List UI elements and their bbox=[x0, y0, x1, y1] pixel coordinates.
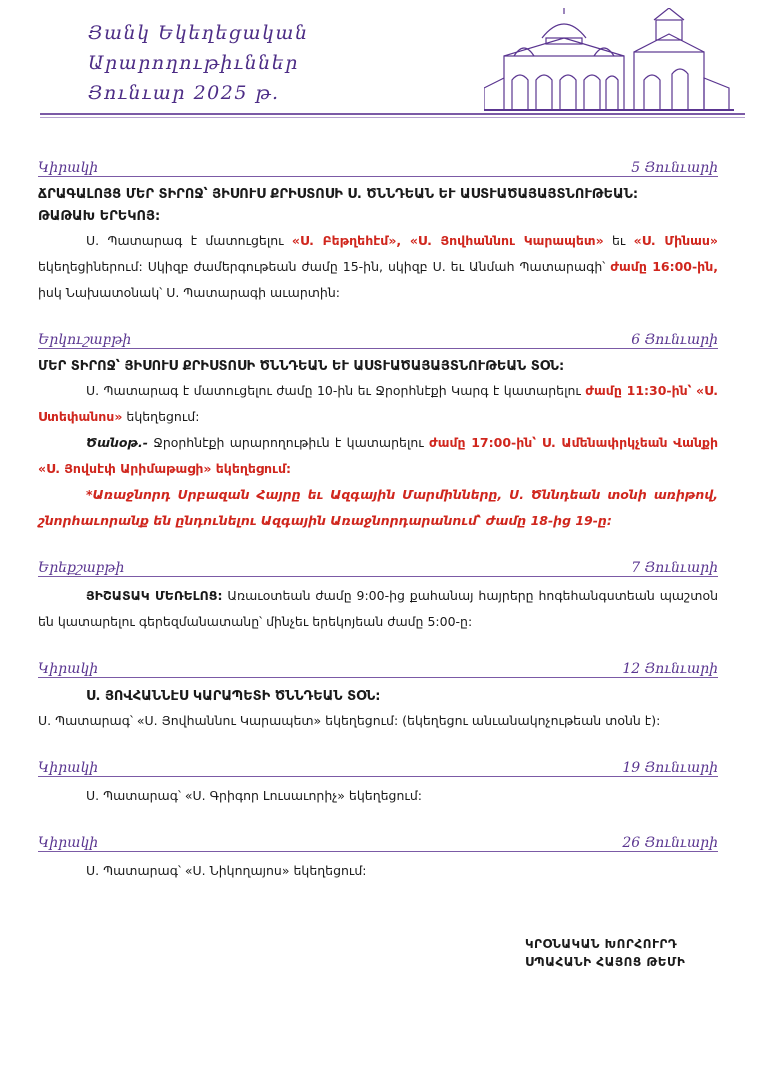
day-label: Կիրակի bbox=[38, 760, 99, 776]
date-label: 12 Յունւարի bbox=[622, 661, 718, 677]
event-description bbox=[38, 228, 718, 306]
header-divider-thin bbox=[40, 117, 745, 118]
text-run: Առաւօտեան ժամը 9:00-ից քահանայ հայրերը հոգեհանգստեան պաշտօն են կատարելու գերեզմանատանը՝ մինչեւ երեկոյեան ժամը 5:00-ը: bbox=[38, 588, 718, 629]
event-time: ժամը 11:30-ին՝ bbox=[585, 383, 692, 398]
event-subheading: ԹԱԹԱԽ ԵՐԵԿՈՅ: bbox=[38, 209, 161, 224]
event-description: Ս. Պատարագ՝ «Ս. Յովհաննու Կարապետ» եկեղեցում: (եկեղեցու անւանակոչութեան տօնն է): bbox=[38, 713, 661, 728]
signature bbox=[525, 935, 685, 971]
day-label: Երկուշաբթի bbox=[38, 332, 132, 348]
church-name: «Ս. Ստեփանոս» bbox=[38, 383, 718, 424]
event-heading: Ս. ՅՈՎՀԱՆՆԷՍ ԿԱՐԱՊԵՏԻ ԾՆՆԴԵԱՆ ՏՕՆ: bbox=[86, 689, 381, 704]
text-run: իսկ Նախատօնակ՝ Ս. Պատարագի աւարտին: bbox=[38, 285, 340, 300]
event-description: Ս. Պատարագ՝ «Ս. Գրիգոր Լուսաւորիչ» եկեղեցում: bbox=[86, 788, 422, 803]
day-label: Կիրակի bbox=[38, 160, 99, 176]
text-run: Ս. Պատարագ է մատուցելու bbox=[86, 233, 292, 248]
text-run: եկեղեցում: bbox=[122, 409, 200, 424]
event-heading: ՃՐԱԳԱԼՈՅՑ ՄԵՐ ՏԻՐՈՋ՝ ՅԻՍՈՒՍ ՔՐԻՍՏՈՍԻ Ս. ԾՆՆԴԵԱՆ ԵՒ ԱՍՏՒԱԾԱՅԱՅՏՆՈՒԹԵԱՆ: bbox=[38, 187, 639, 202]
date-row bbox=[38, 556, 718, 577]
day-label: Կիրակի bbox=[38, 835, 99, 851]
note-label: Ծանօթ.- bbox=[86, 435, 148, 450]
schedule bbox=[38, 150, 718, 884]
event-note bbox=[38, 430, 718, 482]
event-description bbox=[38, 583, 718, 635]
date-row bbox=[38, 156, 718, 177]
header-subtitle: Արարողութիւններ bbox=[88, 52, 299, 74]
event-description: Ս. Պատարագ՝ «Ս. Նիկողայոս» եկեղեցում: bbox=[86, 863, 367, 878]
date-row bbox=[38, 657, 718, 678]
note-highlight: ժամը 17:00-ին՝ Ս. Ամենափրկչեան Վանքի «Ս. Յովսէփ Արիմաթացի» եկեղեցում: bbox=[38, 435, 718, 476]
signature-line: ՍՊԱՀԱՆԻ ՀԱՅՈՑ ԹԵՄԻ bbox=[525, 955, 686, 969]
event-time: ժամը 16:00-ին, bbox=[610, 259, 718, 274]
header bbox=[0, 0, 763, 125]
date-label: 6 Յունւարի bbox=[631, 332, 718, 348]
signature-line: ԿՐՕՆԱԿԱՆ ԽՈՐՀՈՒՐԴ bbox=[525, 937, 678, 951]
text-run: եկեղեցիներում: Սկիզբ ժամերգութեան ժամը 15-ին, սկիզբ Ս. եւ Անմահ Պատարագի՝ bbox=[38, 259, 611, 274]
text-run: եւ bbox=[603, 233, 634, 248]
church-names: «Ս. Բեթղեհէմ», «Ս. Յովհաննու Կարապետ» bbox=[291, 233, 604, 248]
header-divider bbox=[40, 113, 745, 115]
date-row bbox=[38, 831, 718, 852]
day-label: Կիրակի bbox=[38, 661, 99, 677]
event-heading: ՄԵՐ ՏԻՐՈՋ՝ ՅԻՍՈՒՍ ՔՐԻՍՏՈՍԻ ԾՆՆԴԵԱՆ ԵՒ ԱՍՏՒԱԾԱՅԱՅՏՆՈՒԹԵԱՆ ՏՕՆ: bbox=[38, 359, 565, 374]
text-run: Ջրօրհնէքի արարողութիւն է կատարելու bbox=[147, 435, 429, 450]
header-title: Յանկ Եկեղեցական bbox=[88, 22, 309, 44]
date-label: 5 Յունւարի bbox=[631, 160, 718, 176]
church-illustration bbox=[484, 8, 734, 118]
date-row bbox=[38, 756, 718, 777]
event-notice: *Առաջնորդ Սրբազան Հայրը եւ Ազգային Մարմինները, Ս. Ծննդեան տօնի առիթով, շնորհաւորանք են ընդունելու Ազգային Առաջնորդարանում՝ ժամը 18-ից 19-ը: bbox=[38, 487, 718, 528]
date-label: 26 Յունւարի bbox=[622, 835, 718, 851]
header-month: Յունւար 2025 թ. bbox=[88, 82, 280, 104]
date-row bbox=[38, 328, 718, 349]
event-heading: ՅԻՇԱՏԱԿ ՄԵՌԵԼՈՑ: bbox=[86, 588, 223, 603]
event-description bbox=[38, 378, 718, 430]
text-run: Ս. Պատարագ է մատուցելու ժամը 10-ին եւ Ջրօրհնէքի Կարգ է կատարելու bbox=[86, 383, 586, 398]
date-label: 19 Յունւարի bbox=[622, 760, 718, 776]
church-name: «Ս. Մինաս» bbox=[633, 233, 718, 248]
day-label: Երեքշաբթի bbox=[38, 560, 125, 576]
date-label: 7 Յունւարի bbox=[631, 560, 718, 576]
